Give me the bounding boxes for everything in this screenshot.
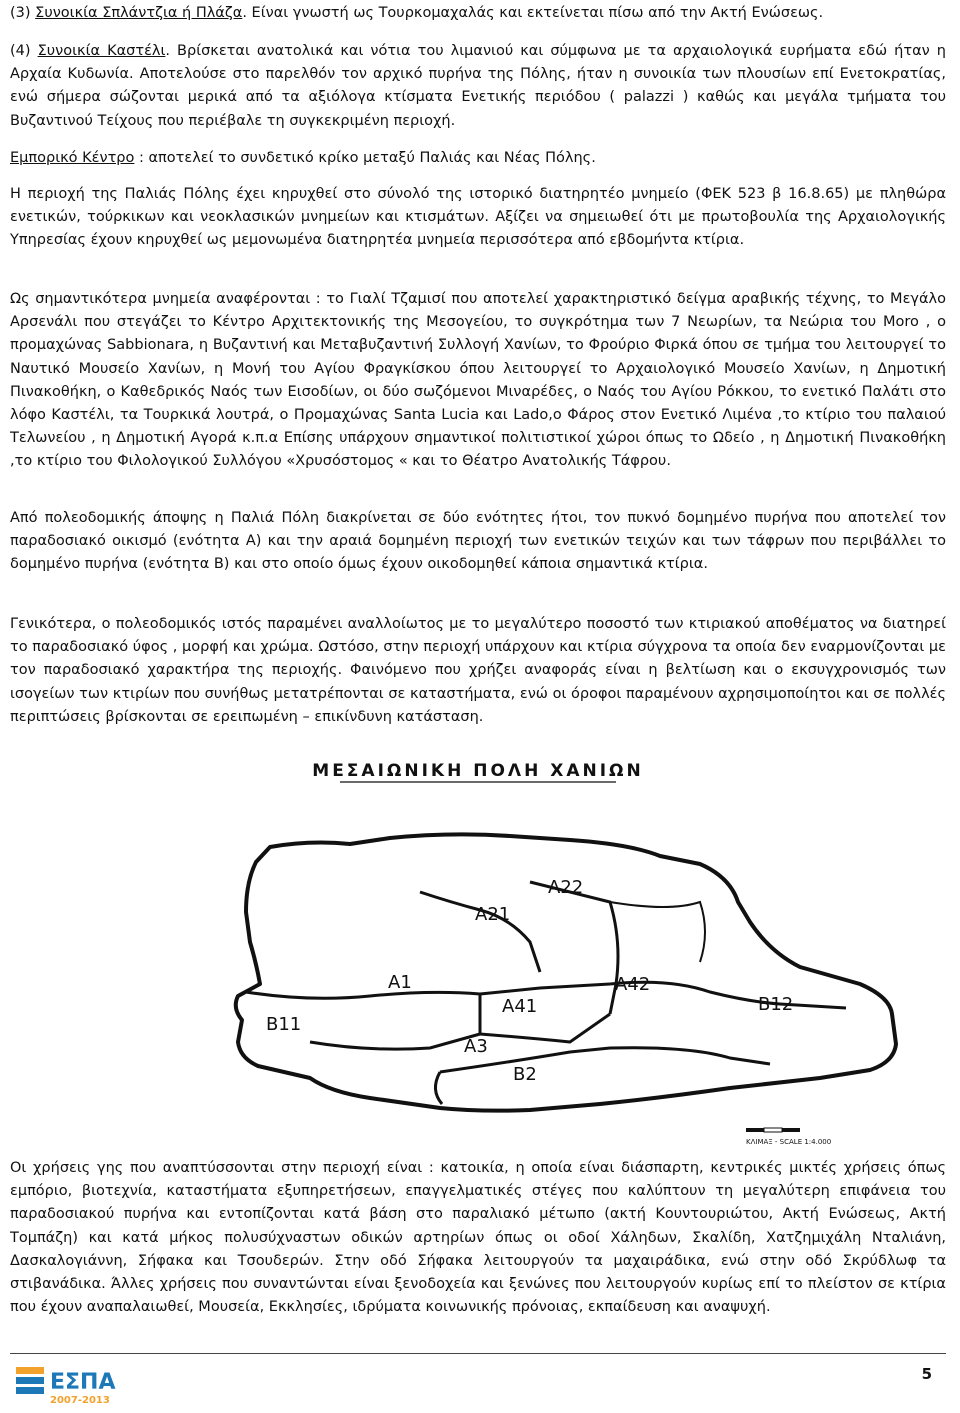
- zone-label-a21: A21: [475, 904, 511, 925]
- link-commercial-center[interactable]: Εμπορικό Κέντρο: [10, 150, 135, 166]
- paragraph-heritage-status: Η περιοχή της Παλιάς Πόλης έχει κηρυχθεί στο σύνολό της ιστορικό διατηρητέο μνημείο (ΦΕΚ 523 β 16.8.65) με πληθώρα ενετικών, τούρκικων και νεοκλασικών μνημείων και κτισμάτων. Αξίζει να σημειωθεί ότι με πρωτοβουλία της Αρχαιολογικής Υπηρεσίας έχουν κηρυχθεί ως μεμονωμένα διατηρητέα μνημεία περισσότερα από εβδομήντα κτίρια.: [10, 186, 946, 249]
- espa-logo-mark: [16, 1367, 44, 1394]
- zone-label-a42: A42: [615, 974, 651, 995]
- map-drawing: [10, 752, 946, 1152]
- paragraph-monuments: Ως σημαντικότερα μνημεία αναφέρονται : το Γιαλί Τζαμισί που αποτελεί χαρακτηριστικό δείγμα αραβικής τέχνης, το Μεγάλο Αρσενάλι που στεγάζει το Κέντρο Αρχιτεκτονικής της Μεσογείου, το συγκρότημα των 7 Νεωρίων, τα Νεώρια του Moro , ο προμαχώνας Sabbionara, η Βυζαντινή και Μεταβυζαντινή Συλλογή Χανίων, το Φρούριο Φιρκά όπου σε τμήμα του λειτουργεί το Ναυτικό Μουσείο Χανίων, η Μονή του Αγίου Φραγκίσκου όπου λειτουργεί το Αρχαιολογικό Μουσείο Χανίων, η Δημοτική Πινακοθήκη, ο Καθεδρικός Ναός των Εισοδίων, οι δύο σωζόμενοι Μιναρέδες, ο Ναός του Αγίου Ρόκκου, το ενετικό Παλάτι στο λόφο Καστέλι, τα Τουρκικά λουτρά, ο Προμαχώνας Santa Lucia και Lado,ο Φάρος στον Ενετικό Λιμένα ,το κτίριο του παλαιού Τελωνείου , η Δημοτική Αγορά κ.π.α Επίσης υπάρχουν σημαντικοί πολιτιστικοί χώροι όπως το Ωδείο , η Δημοτική Πινακοθήκη ,το κτίριο του Φιλολογικού Συλλόγου «Χρυσόστομος « και το Θέατρο Ανατολικής Τάφρου.: [10, 291, 946, 470]
- paragraph-urban-units: Από πολεοδομικής άποψης η Παλιά Πόλη διακρίνεται σε δύο ενότητες ήτοι, τον πυκνό δομημένο πυρήνα που αποτελεί τον παραδοσιακό οικισμό (ενότητα Α) και την αραιά δομημένη περιοχή των ενετικών τειχών και των τάφρων που περιβάλλει το δομημένο πυρήνα (ενότητα Β) και στο οποίο όμως έχουν οικοδομηθεί κάποια σημαντικά κτίρια.: [10, 510, 946, 573]
- zone-label-a1: A1: [388, 972, 412, 993]
- map-title: ΜΕΣΑΙΩΝΙΚΗ ΠΟΛΗ ΧΑΝΙΩΝ: [312, 761, 644, 781]
- paragraph-commercial-center: Εμπορικό Κέντρο : αποτελεί το συνδετικό κρίκο μεταξύ Παλιάς και Νέας Πόλης.: [10, 150, 596, 166]
- map-outline: [236, 834, 896, 1110]
- espa-logo-text: ΕΣΠΑ: [50, 1370, 116, 1395]
- map-scale-bar: [746, 1128, 831, 1146]
- paragraph-land-uses: Οι χρήσεις γης που αναπτύσσονται στην περιοχή είναι : κατοικία, η οποία είναι διάσπαρτη, κεντρικές μικτές χρήσεις όπως εμπόριο, βιοτεχνία, καταστήματα εξυπηρετήσεων, επαγγελματικές στέγες που καλύπτουν τη μεγαλύτερη επιφάνεια του παραδοσιακού πυρήνα και εντοπίζονται κατά βάση στο παραλιακό μέτωπο (ακτή Κουντουριώτου, Ακτή Ενώσεως, Ακτή Τομπάζη) και κατά μήκος πολυσύχναστων οδικών αρτηρίων όπως οι οδοί Χάληδων, Σκαλίδη, Χατζημιχάλη Νταλιάνη, Δασκαλογιάννη, Σήφακα και Τσουδερών. Στην οδό Σήφακα λειτουργούν τα μαχαιράδικα, ενώ στην οδό Σκρύδλωφ τα στιβανάδικα. Άλλες χρήσεις που συναντώνται είναι ξενοδοχεία και ξενώνες που λειτουργούν κυρίως επί το πλείστον σε κτίρια που έχουν αναπαλαιωθεί, Μουσεία, Εκκλησίες, ιδρύματα κοινωνικής πρόνοιας, εκπαίδευση και αναψυχή.: [10, 1160, 946, 1316]
- old-town-map: [10, 752, 946, 1152]
- zone-label-b11: B11: [266, 1014, 302, 1035]
- paragraph-urban-fabric: Γενικότερα, ο πολεοδομικός ιστός παραμένει αναλλοίωτος με το μεγαλύτερο ποσοστό των κτιριακού αποθέματος να διατηρεί το παραδοσιακό ύφος , μορφή και χρώμα. Ωστόσο, στην περιοχή υπάρχουν και κτίρια σύγχρονα τα οποία δεν εναρμονίζονται με τον παραδοσιακό χαρακτήρα της περιοχής. Φαινόμενο που χρήζει αναφοράς είναι η βελτίωση και ο εκσυγχρονισμός των ισογείων των κτιρίων που συνήθως μετατρέπονται σε καταστήματα, ενώ οι όροφοι παραμένουν αχρησιμοποίητοι και σε πολλές περιπτώσεις βρίσκονται σε ερειπωμένη – επικίνδυνη κατάσταση.: [10, 616, 946, 725]
- footer-divider: [10, 1353, 946, 1354]
- zone-label-b12: B12: [758, 994, 794, 1015]
- zone-label-a3: A3: [464, 1036, 488, 1057]
- espa-logo-years: 2007-2013: [50, 1395, 110, 1406]
- espa-logo: [14, 1361, 144, 1409]
- paragraph-splantzia: (3) Συνοικία Σπλάντζια ή Πλάζα. Είναι γνωστή ως Τουρκομαχαλάς και εκτείνεται πίσω από την Ακτή Ενώσεως.: [10, 5, 824, 21]
- link-splantzia[interactable]: Συνοικία Σπλάντζια ή Πλάζα: [35, 5, 243, 21]
- page-number: 5: [921, 1365, 932, 1383]
- zone-label-a22: A22: [548, 877, 584, 898]
- link-kasteli[interactable]: Συνοικία Καστέλι: [37, 43, 166, 59]
- zone-label-a41: A41: [502, 996, 538, 1017]
- map-scale-label: ΚΛΙΜΑΞ - SCALE 1:4.000: [746, 1138, 832, 1146]
- zone-label-b2: B2: [513, 1064, 537, 1085]
- paragraph-kasteli: (4) Συνοικία Καστέλι. Βρίσκεται ανατολικά και νότια του λιμανιού και σύμφωνα με τα αρχαιολογικά ευρήματα εδώ ήταν η Αρχαία Κυδωνία. Αποτελούσε στο παρελθόν τον αρχικό πυρήνα της Πόλης, ήταν η συνοικία των πλουσίων επί Ενετοκρατίας, ενώ σήμερα σώζονται μερικά από τα αξιόλογα κτίσματα Ενετικής περιόδου ( palazzi ) καθώς και μεγάλα τμήματα του Βυζαντινού Τείχους που περιέβαλε τη συγκεκριμένη περιοχή.: [10, 43, 946, 129]
